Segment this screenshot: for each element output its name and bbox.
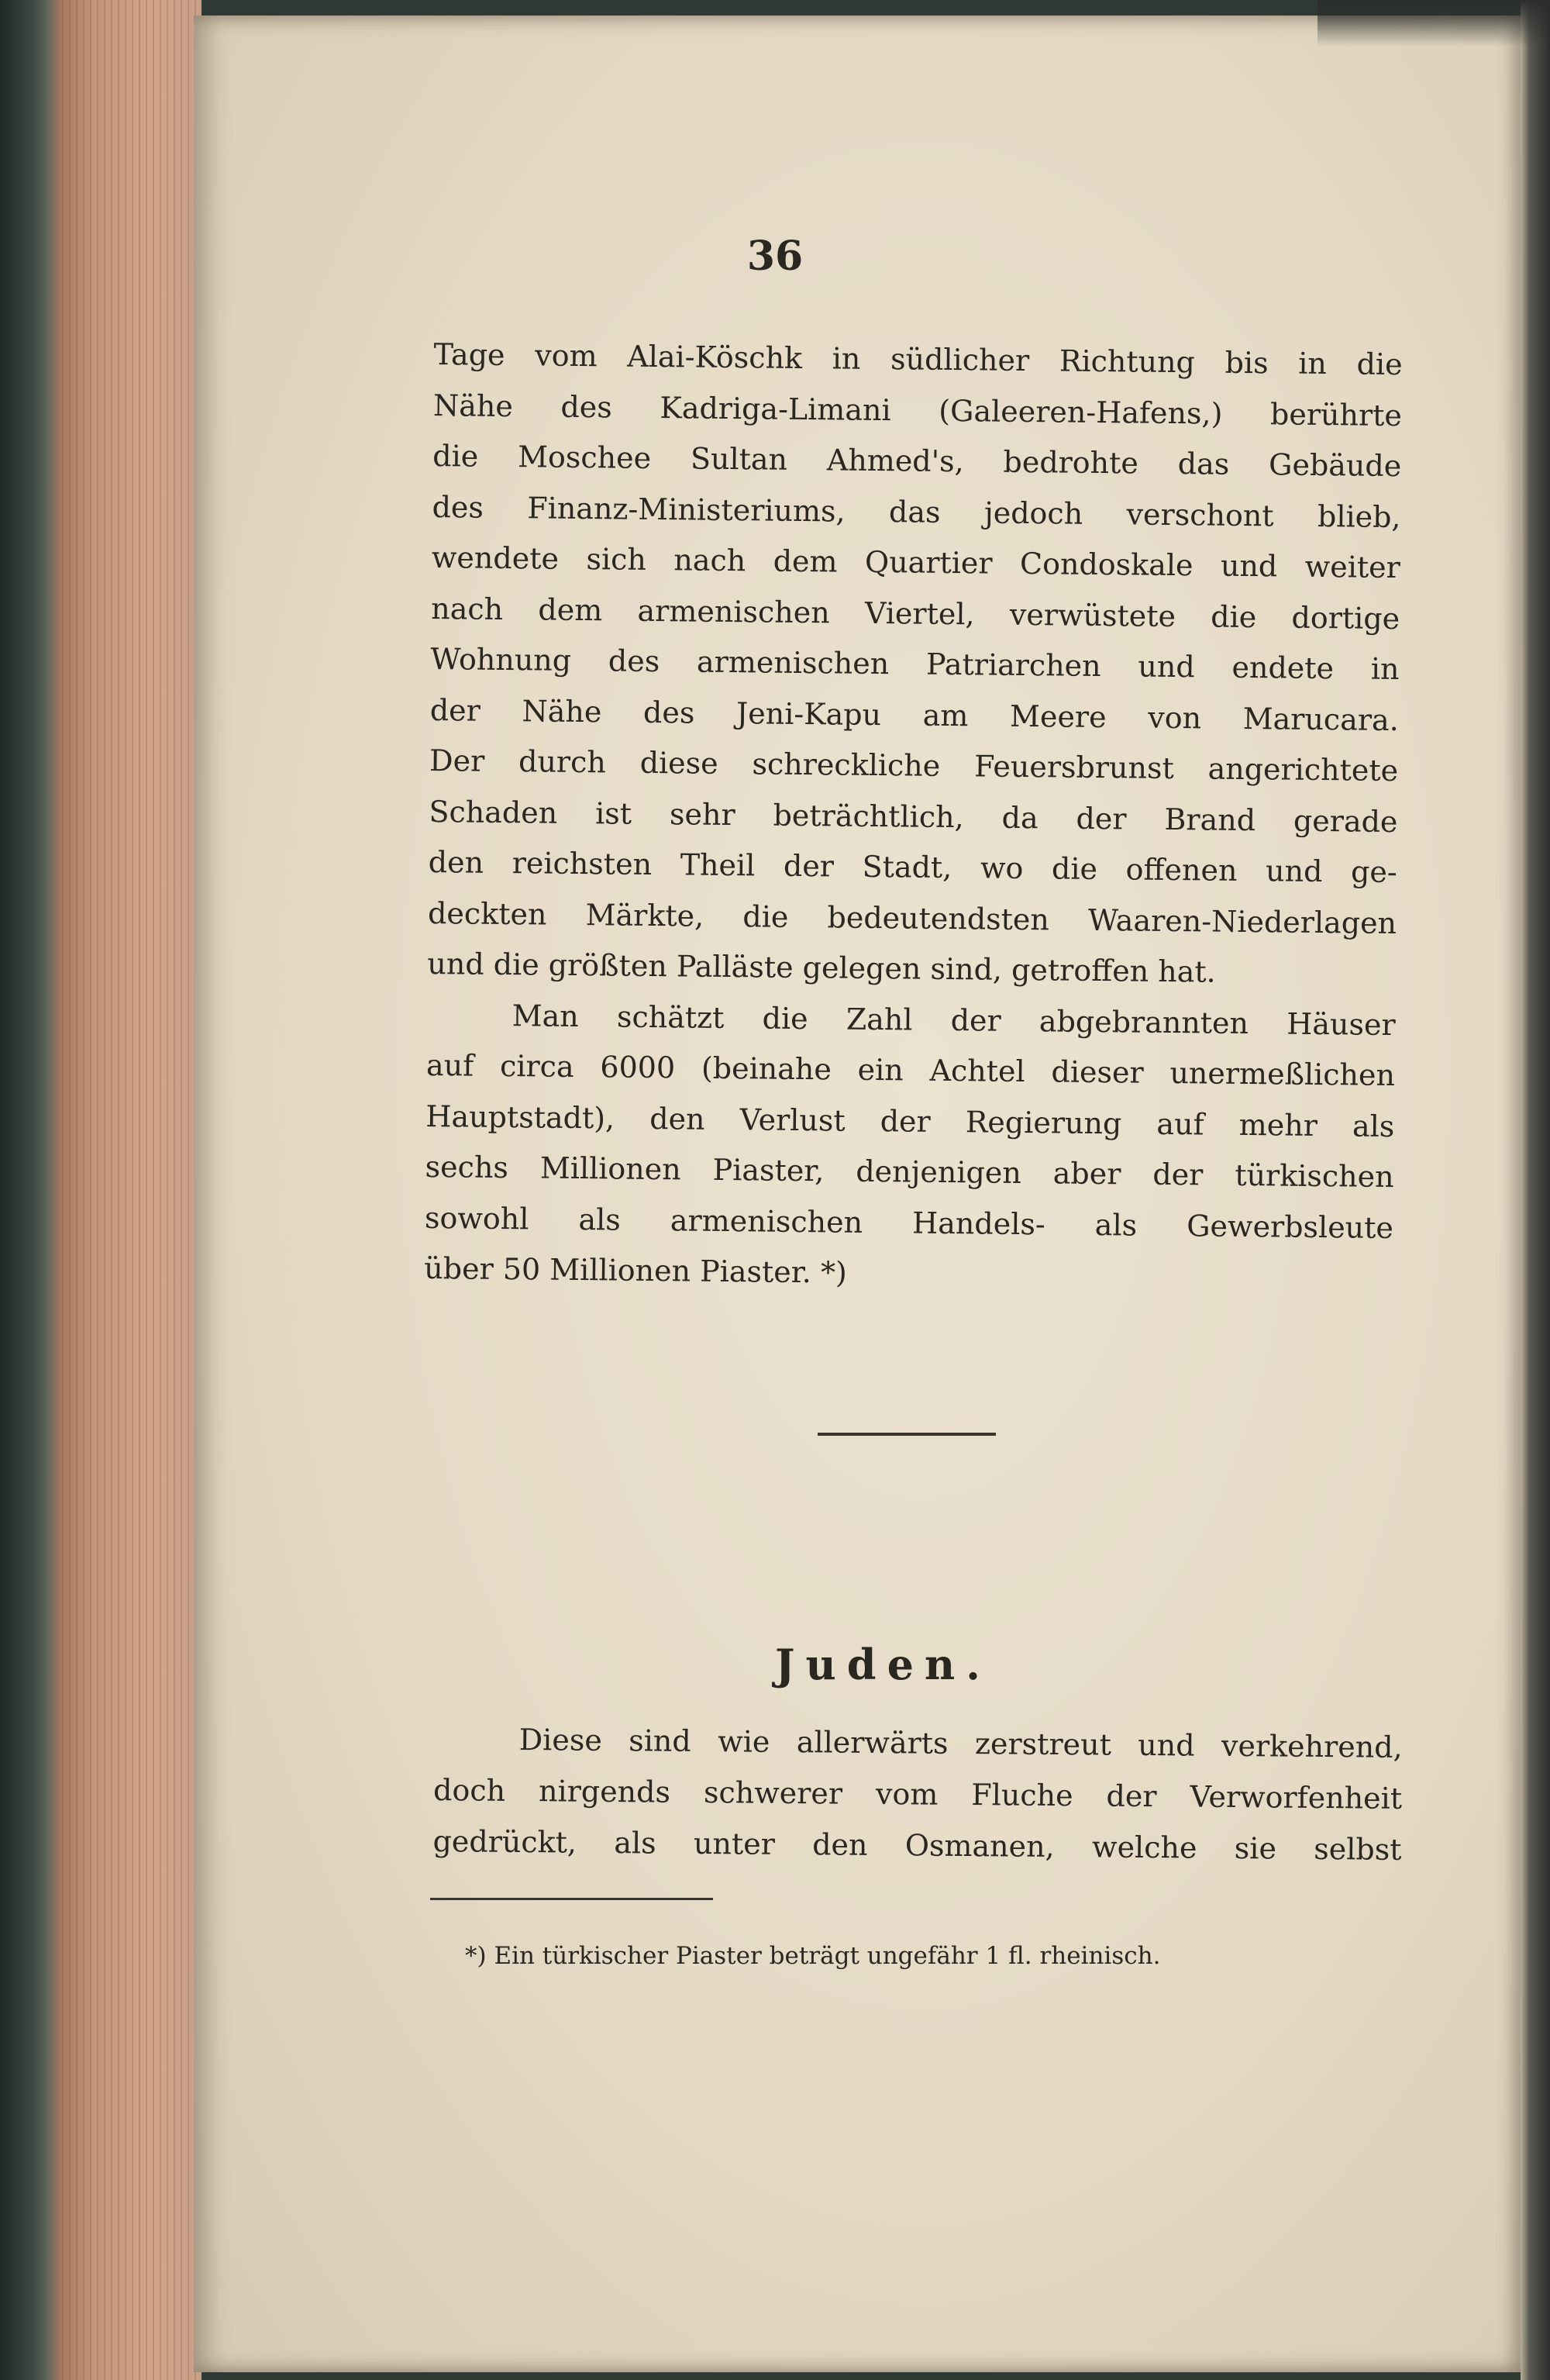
text-line: der Nähe des Jeni-Kapu am Meere von Marucara. — [429, 692, 1400, 737]
paragraph-1 — [427, 329, 1403, 1000]
paragraph-2 — [424, 989, 1396, 1304]
text-line: Der durch diese schreckliche Feuersbrunst angerichtete — [429, 743, 1399, 788]
page-number: 36 — [746, 233, 804, 280]
text-line: Tage vom Alai-Köschk in südlicher Richtung bis in die — [433, 336, 1403, 382]
text-line: deckten Märkte, die bedeutendsten Waaren-Niederlagen — [427, 895, 1397, 940]
text-line: sowohl als armenischen Handels- als Gewerbsleute — [424, 1200, 1394, 1245]
text-line: und die größten Palläste gelegen sind, getroffen hat. — [427, 946, 1216, 989]
section-paragraph — [432, 1713, 1403, 1875]
page-stack-edges — [62, 0, 202, 2380]
text-line: des Finanz-Ministeriums, das jedoch verschont blieb, — [432, 489, 1401, 534]
text-line: Man schätzt die Zahl der abgebrannten Häuser — [512, 998, 1396, 1042]
text-line: die Moschee Sultan Ahmed's, bedrohte das Gebäude — [432, 438, 1402, 484]
text-line: auf circa 6000 (beinahe ein Achtel dieser unermeßlichen — [425, 1047, 1396, 1093]
corner-shadow — [1318, 0, 1550, 47]
text-line: Wohnung des armenischen Patriarchen und endete in — [430, 641, 1400, 687]
text-line: den reichsten Theil der Stadt, wo die offenen und ge- — [428, 844, 1397, 890]
text-line: gedrückt, als unter den Osmanen, welche sie selbst — [432, 1823, 1402, 1867]
text-line: Hauptstadt), den Verlust der Regierung auf mehr als — [425, 1099, 1395, 1143]
section-divider — [818, 1433, 996, 1436]
text-line: sechs Millionen Piaster, denjenigen aber der türkischen — [425, 1149, 1394, 1195]
text-line: wendete sich nach dem Quartier Condoskale und weiter — [431, 540, 1401, 585]
main-text — [424, 329, 1403, 1305]
text-line: doch nirgends schwerer vom Fluche der Verworfenheit — [432, 1772, 1403, 1816]
book-cover-edge — [1521, 0, 1550, 2380]
footnote: *) Ein türkischer Piaster beträgt ungefähr 1 fl. rheinisch. — [465, 1942, 1161, 1970]
text-line: über 50 Millionen Piaster. *) — [424, 1250, 848, 1290]
text-line: Schaden ist sehr beträchtlich, da der Brand gerade — [429, 794, 1398, 839]
footnote-rule — [430, 1898, 713, 1900]
text-line: Diese sind wie allerwärts zerstreut und verkehrend, — [518, 1722, 1403, 1764]
section-heading: Juden. — [775, 1640, 991, 1689]
text-line: nach dem armenischen Viertel, verwüstete die dortige — [431, 591, 1400, 636]
text-line: Nähe des Kadriga-Limani (Galeeren-Hafens,) berührte — [432, 388, 1403, 433]
